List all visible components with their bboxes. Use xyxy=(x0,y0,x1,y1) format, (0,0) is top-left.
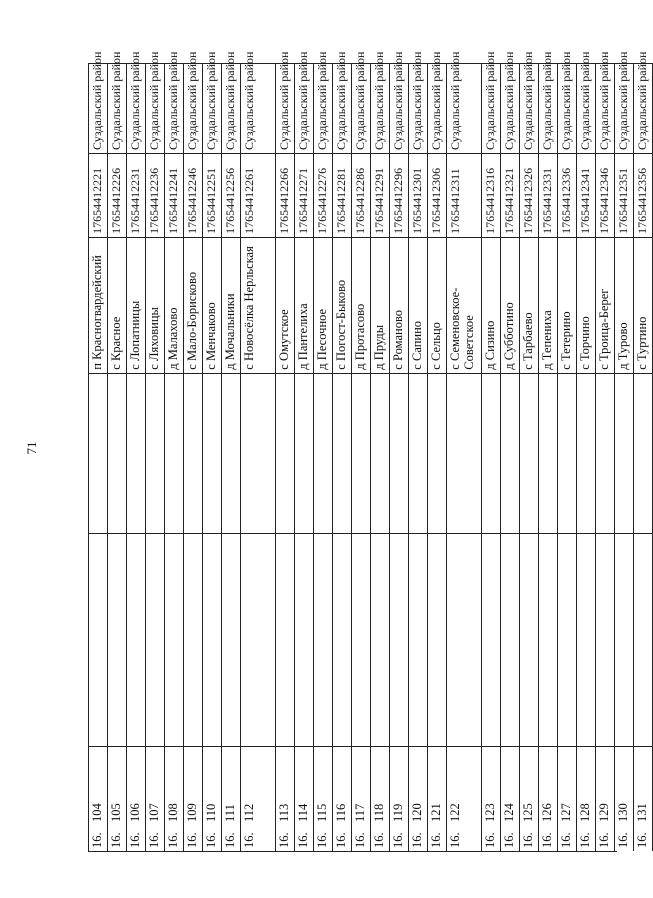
settlement-name: д Мочальники xyxy=(222,237,240,373)
settlement-name: с Мало-Борисково xyxy=(184,237,202,373)
district-name: Суздальский район xyxy=(539,63,557,153)
empty-cell xyxy=(222,533,240,746)
settlement-name: д Песочное xyxy=(314,237,332,373)
district-name: Суздальский район xyxy=(241,63,275,153)
oktmo-code: 17654412316 xyxy=(482,153,500,237)
table-row xyxy=(615,51,634,851)
section-number: 16. xyxy=(277,832,291,848)
oktmo-code: 17654412331 xyxy=(539,153,557,237)
empty-cell xyxy=(371,373,389,534)
row-number-cell xyxy=(501,746,519,851)
table-row xyxy=(127,51,146,851)
item-number: 105 xyxy=(109,803,123,822)
section-number: 16. xyxy=(128,832,142,848)
empty-cell xyxy=(165,533,183,746)
empty-cell xyxy=(371,533,389,746)
row-number-cell xyxy=(482,746,500,851)
empty-cell xyxy=(558,533,576,746)
section-number: 16. xyxy=(635,832,649,848)
empty-cell xyxy=(165,373,183,534)
empty-cell xyxy=(409,533,427,746)
section-number: 16. xyxy=(540,832,554,848)
oktmo-code: 17654412336 xyxy=(558,153,576,237)
item-number: 119 xyxy=(391,803,405,822)
table-row xyxy=(108,51,127,851)
section-number: 16. xyxy=(223,832,237,848)
oktmo-code: 17654412351 xyxy=(615,153,633,237)
empty-cell xyxy=(203,533,221,746)
settlement-name: д Субботино xyxy=(501,237,519,373)
empty-cell xyxy=(501,533,519,746)
empty-cell xyxy=(558,373,576,534)
section-number: 16. xyxy=(559,832,573,848)
item-number: 121 xyxy=(429,803,443,822)
table-row xyxy=(352,51,371,851)
row-number-cell xyxy=(390,746,408,851)
row-number-cell xyxy=(558,746,576,851)
section-number: 16. xyxy=(147,832,161,848)
district-name: Суздальский район xyxy=(371,63,389,153)
empty-cell xyxy=(276,533,294,746)
empty-cell xyxy=(314,373,332,534)
empty-cell xyxy=(428,373,446,534)
oktmo-code: 17654412286 xyxy=(352,153,370,237)
table-row xyxy=(184,51,203,851)
empty-cell xyxy=(333,373,351,534)
item-number: 109 xyxy=(185,803,199,822)
table-row xyxy=(634,51,653,851)
empty-cell xyxy=(482,373,500,534)
oktmo-code: 17654412221 xyxy=(89,153,107,237)
empty-cell xyxy=(295,533,313,746)
empty-cell xyxy=(352,373,370,534)
empty-cell xyxy=(482,533,500,746)
rotated-table-area xyxy=(88,51,649,852)
empty-cell xyxy=(146,373,164,534)
item-number: 111 xyxy=(223,804,237,822)
settlement-name: с Семеновское-Советское xyxy=(447,237,481,373)
empty-cell xyxy=(409,373,427,534)
empty-cell xyxy=(634,373,652,534)
section-number: 16. xyxy=(90,832,104,848)
row-number-cell xyxy=(539,746,557,851)
row-number-cell xyxy=(165,746,183,851)
empty-cell xyxy=(539,533,557,746)
district-name: Суздальский район xyxy=(89,63,107,153)
section-number: 16. xyxy=(242,832,256,848)
oktmo-code: 17654412231 xyxy=(127,153,145,237)
empty-cell xyxy=(539,373,557,534)
item-number: 115 xyxy=(315,803,329,822)
district-name: Суздальский район xyxy=(127,63,145,153)
item-number: 129 xyxy=(597,803,611,822)
item-number: 106 xyxy=(128,803,142,822)
row-number-cell xyxy=(577,746,595,851)
oktmo-code: 17654412356 xyxy=(634,153,652,237)
oktmo-code: 17654412296 xyxy=(390,153,408,237)
row-number-cell xyxy=(447,746,481,851)
settlement-name: с Менчаково xyxy=(203,237,221,373)
district-name: Суздальский район xyxy=(615,63,633,153)
oktmo-code: 17654412271 xyxy=(295,153,313,237)
settlement-name: д Пантелиха xyxy=(295,237,313,373)
district-name: Суздальский район xyxy=(596,63,614,153)
section-number: 16. xyxy=(353,832,367,848)
item-number: 123 xyxy=(483,803,497,822)
oktmo-code: 17654412306 xyxy=(428,153,446,237)
table-row xyxy=(89,51,108,851)
district-name: Суздальский район xyxy=(447,63,481,153)
settlement-name: с Тетерино xyxy=(558,237,576,373)
empty-cell xyxy=(390,373,408,534)
table-row xyxy=(371,51,390,851)
row-number-cell xyxy=(89,746,107,851)
row-number-cell xyxy=(520,746,538,851)
section-number: 16. xyxy=(616,832,630,848)
empty-cell xyxy=(295,373,313,534)
row-number-cell xyxy=(409,746,427,851)
row-number-cell xyxy=(615,746,633,851)
item-number: 117 xyxy=(353,803,367,822)
district-name: Суздальский район xyxy=(222,63,240,153)
section-number: 16. xyxy=(166,832,180,848)
oktmo-code: 17654412266 xyxy=(276,153,294,237)
settlement-name: с Лопатницы xyxy=(127,237,145,373)
row-number-cell xyxy=(596,746,614,851)
section-number: 16. xyxy=(578,832,592,848)
district-name: Суздальский район xyxy=(501,63,519,153)
empty-cell xyxy=(314,533,332,746)
row-number-cell xyxy=(333,746,351,851)
empty-cell xyxy=(89,373,107,534)
district-name: Суздальский район xyxy=(390,63,408,153)
district-name: Суздальский район xyxy=(634,63,652,153)
empty-cell xyxy=(222,373,240,534)
section-number: 16. xyxy=(410,832,424,848)
empty-cell xyxy=(596,373,614,534)
settlements-table xyxy=(88,51,649,852)
oktmo-code: 17654412326 xyxy=(520,153,538,237)
item-number: 124 xyxy=(502,803,516,822)
empty-cell xyxy=(89,533,107,746)
empty-cell xyxy=(577,533,595,746)
settlement-name: д Пруды xyxy=(371,237,389,373)
section-number: 16. xyxy=(204,832,218,848)
empty-cell xyxy=(184,373,202,534)
item-number: 122 xyxy=(448,803,462,822)
settlement-name: д Протасово xyxy=(352,237,370,373)
oktmo-code: 17654412311 xyxy=(447,153,481,237)
settlement-name: с Ляховицы xyxy=(146,237,164,373)
table-row xyxy=(333,51,352,851)
section-number: 16. xyxy=(483,832,497,848)
district-name: Суздальский район xyxy=(409,63,427,153)
section-number: 16. xyxy=(597,832,611,848)
district-name: Суздальский район xyxy=(203,63,221,153)
table-row xyxy=(276,51,295,851)
item-number: 120 xyxy=(410,803,424,822)
settlement-name: с Романово xyxy=(390,237,408,373)
oktmo-code: 17654412241 xyxy=(165,153,183,237)
oktmo-code: 17654412341 xyxy=(577,153,595,237)
section-number: 16. xyxy=(372,832,386,848)
oktmo-code: 17654412251 xyxy=(203,153,221,237)
oktmo-code: 17654412346 xyxy=(596,153,614,237)
section-number: 16. xyxy=(448,832,462,848)
oktmo-code: 17654412276 xyxy=(314,153,332,237)
section-number: 16. xyxy=(185,832,199,848)
page-number: 71 xyxy=(24,441,39,455)
table-row xyxy=(501,51,520,851)
row-number-cell xyxy=(241,746,275,851)
empty-cell xyxy=(615,373,633,534)
oktmo-code: 17654412256 xyxy=(222,153,240,237)
item-number: 125 xyxy=(521,803,535,822)
empty-cell xyxy=(501,373,519,534)
settlement-name: д Сизино xyxy=(482,237,500,373)
row-number-cell xyxy=(428,746,446,851)
settlement-name: д Тепениха xyxy=(539,237,557,373)
settlement-name: с Тарбаево xyxy=(520,237,538,373)
table-row xyxy=(447,51,482,851)
settlement-name: с Погост-Быково xyxy=(333,237,351,373)
empty-cell xyxy=(127,373,145,534)
table-row xyxy=(428,51,447,851)
empty-cell xyxy=(333,533,351,746)
section-number: 16. xyxy=(521,832,535,848)
oktmo-code: 17654412236 xyxy=(146,153,164,237)
settlement-name: с Новосёлка Нерльская xyxy=(241,237,275,373)
district-name: Суздальский район xyxy=(558,63,576,153)
settlement-name: п Красногвардейский xyxy=(89,237,107,373)
empty-cell xyxy=(127,533,145,746)
settlement-name: с Сапино xyxy=(409,237,427,373)
item-number: 118 xyxy=(372,803,386,822)
row-number-cell xyxy=(203,746,221,851)
empty-cell xyxy=(596,533,614,746)
district-name: Суздальский район xyxy=(295,63,313,153)
empty-cell xyxy=(615,533,633,746)
empty-cell xyxy=(577,373,595,534)
settlement-name: с Торчино xyxy=(577,237,595,373)
item-number: 126 xyxy=(540,803,554,822)
row-number-cell xyxy=(108,746,126,851)
district-name: Суздальский район xyxy=(146,63,164,153)
settlement-name: д Турово xyxy=(615,237,633,373)
empty-cell xyxy=(447,373,481,534)
oktmo-code: 17654412246 xyxy=(184,153,202,237)
table-row xyxy=(409,51,428,851)
section-number: 16. xyxy=(315,832,329,848)
empty-cell xyxy=(634,533,652,746)
district-name: Суздальский район xyxy=(333,63,351,153)
empty-cell xyxy=(184,533,202,746)
table-row xyxy=(558,51,577,851)
table-row xyxy=(295,51,314,851)
section-number: 16. xyxy=(429,832,443,848)
table-row xyxy=(241,51,276,851)
empty-cell xyxy=(390,533,408,746)
table-row xyxy=(146,51,165,851)
section-number: 16. xyxy=(502,832,516,848)
item-number: 130 xyxy=(616,803,630,822)
district-name: Суздальский район xyxy=(428,63,446,153)
district-name: Суздальский район xyxy=(108,63,126,153)
table-row xyxy=(390,51,409,851)
section-number: 16. xyxy=(109,832,123,848)
row-number-cell xyxy=(295,746,313,851)
section-number: 16. xyxy=(391,832,405,848)
table-row xyxy=(222,51,241,851)
district-name: Суздальский район xyxy=(184,63,202,153)
empty-cell xyxy=(447,533,481,746)
settlement-name: д Малахово xyxy=(165,237,183,373)
settlement-name: с Троица-Берег xyxy=(596,237,614,373)
oktmo-code: 17654412321 xyxy=(501,153,519,237)
table-row xyxy=(165,51,184,851)
item-number: 128 xyxy=(578,803,592,822)
row-number-cell xyxy=(184,746,202,851)
table-row xyxy=(482,51,501,851)
item-number: 110 xyxy=(204,803,218,822)
empty-cell xyxy=(276,373,294,534)
oktmo-code: 17654412301 xyxy=(409,153,427,237)
item-number: 127 xyxy=(559,803,573,822)
district-name: Суздальский район xyxy=(352,63,370,153)
item-number: 108 xyxy=(166,803,180,822)
oktmo-code: 17654412226 xyxy=(108,153,126,237)
row-number-cell xyxy=(222,746,240,851)
settlement-name: с Туртино xyxy=(634,237,652,373)
table-row xyxy=(520,51,539,851)
oktmo-code: 17654412281 xyxy=(333,153,351,237)
table-row xyxy=(314,51,333,851)
row-number-cell xyxy=(371,746,389,851)
item-number: 107 xyxy=(147,803,161,822)
row-number-cell xyxy=(314,746,332,851)
table-row xyxy=(596,51,615,851)
empty-cell xyxy=(520,373,538,534)
table-row xyxy=(577,51,596,851)
empty-cell xyxy=(520,533,538,746)
district-name: Суздальский район xyxy=(314,63,332,153)
empty-cell xyxy=(108,373,126,534)
oktmo-code: 17654412291 xyxy=(371,153,389,237)
item-number: 112 xyxy=(242,803,256,822)
row-number-cell xyxy=(276,746,294,851)
table-row xyxy=(539,51,558,851)
settlement-name: с Красное xyxy=(108,237,126,373)
row-number-cell xyxy=(127,746,145,851)
row-number-cell xyxy=(146,746,164,851)
empty-cell xyxy=(203,373,221,534)
empty-cell xyxy=(241,533,275,746)
district-name: Суздальский район xyxy=(276,63,294,153)
row-number-cell xyxy=(634,746,652,851)
oktmo-code: 17654412261 xyxy=(241,153,275,237)
district-name: Суздальский район xyxy=(520,63,538,153)
item-number: 116 xyxy=(334,803,348,822)
row-number-cell xyxy=(352,746,370,851)
item-number: 113 xyxy=(277,803,291,822)
empty-cell xyxy=(241,373,275,534)
settlement-name: с Омутское xyxy=(276,237,294,373)
district-name: Суздальский район xyxy=(577,63,595,153)
district-name: Суздальский район xyxy=(482,63,500,153)
table-row xyxy=(203,51,222,851)
section-number: 16. xyxy=(296,832,310,848)
empty-cell xyxy=(146,533,164,746)
district-name: Суздальский район xyxy=(165,63,183,153)
section-number: 16. xyxy=(334,832,348,848)
item-number: 114 xyxy=(296,803,310,822)
item-number: 104 xyxy=(90,803,104,822)
empty-cell xyxy=(428,533,446,746)
empty-cell xyxy=(352,533,370,746)
settlement-name: с Сельцо xyxy=(428,237,446,373)
item-number: 131 xyxy=(635,803,649,822)
empty-cell xyxy=(108,533,126,746)
